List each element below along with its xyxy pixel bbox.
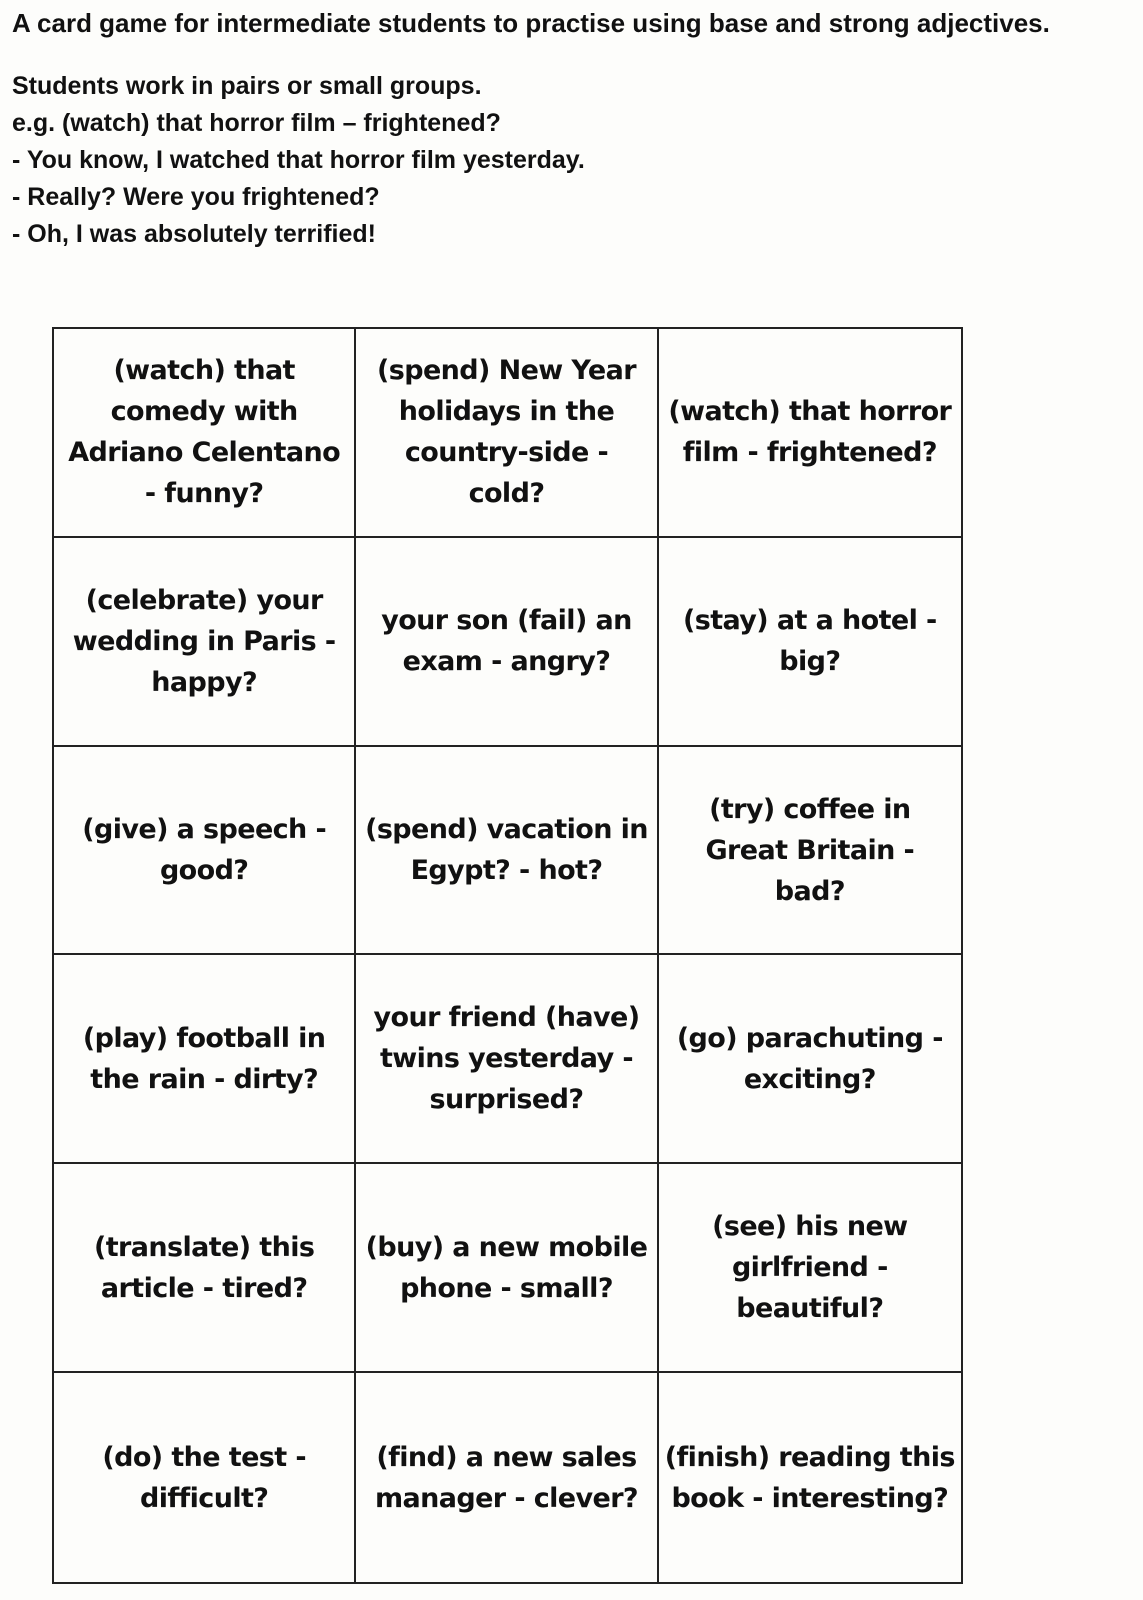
card-line: (watch) that horror: [668, 396, 952, 428]
instructions-block: [12, 68, 912, 253]
card-line: (buy) a new mobile: [365, 1231, 648, 1263]
card-line: comedy with: [110, 396, 298, 428]
card-line: your son (fail) an: [381, 605, 632, 637]
game-card: [659, 538, 961, 747]
game-card: [54, 538, 356, 747]
card-line: bad?: [774, 875, 845, 907]
card-text: [365, 809, 648, 891]
game-card: [356, 329, 658, 538]
card-grid: [52, 327, 963, 1584]
card-text: [374, 997, 640, 1120]
card-line: (see) his new: [712, 1211, 908, 1243]
card-text: [102, 1437, 306, 1519]
card-line: (find) a new sales: [376, 1441, 637, 1473]
card-line: Adriano Celentano: [68, 437, 341, 469]
page-title: A card game for intermediate students to practise using base and strong adjectives.: [12, 8, 1050, 38]
game-card: [659, 747, 961, 956]
game-card: [659, 1164, 961, 1373]
card-line: (stay) at a hotel -: [683, 605, 937, 637]
card-text: [73, 580, 336, 703]
card-text: [677, 1018, 943, 1100]
game-card: [356, 1164, 658, 1373]
card-line: surprised?: [429, 1084, 584, 1116]
card-line: (give) a speech -: [82, 814, 327, 846]
card-line: - funny?: [144, 478, 264, 510]
card-line: Great Britain -: [705, 834, 915, 866]
card-line: manager - clever?: [374, 1482, 638, 1514]
game-card: [356, 538, 658, 747]
card-line: (spend) vacation in: [365, 814, 648, 846]
card-line: film - frightened?: [682, 437, 937, 469]
game-card: [356, 1373, 658, 1582]
card-text: [668, 391, 951, 473]
card-text: [683, 600, 937, 682]
game-card: [54, 955, 356, 1164]
card-text: [366, 1227, 648, 1309]
card-text: [68, 350, 340, 514]
card-line: (spend) New Year: [377, 355, 636, 387]
instruction-line: e.g. (watch) that horror film – frightened?: [12, 109, 501, 137]
card-line: beautiful?: [736, 1293, 884, 1325]
instruction-line: - You know, I watched that horror film yesterday.: [12, 146, 585, 174]
card-line: (go) parachuting -: [676, 1022, 943, 1054]
card-line: article - tired?: [100, 1272, 308, 1304]
card-text: [377, 350, 636, 514]
game-card: [356, 747, 658, 956]
card-line: difficult?: [139, 1482, 269, 1514]
game-card: [356, 955, 658, 1164]
game-card: [659, 955, 961, 1164]
card-line: the rain - dirty?: [90, 1063, 319, 1095]
card-line: your friend (have): [373, 1002, 640, 1034]
card-text: [375, 1437, 638, 1519]
game-card: [659, 1373, 961, 1582]
card-text: [665, 1437, 955, 1519]
card-line: twins yesterday -: [379, 1043, 633, 1075]
game-card: [54, 1373, 356, 1582]
game-card: [659, 329, 961, 538]
card-line: (celebrate) your: [85, 584, 323, 616]
game-card: [54, 1164, 356, 1373]
card-line: phone - small?: [400, 1272, 613, 1304]
card-text: [381, 600, 632, 682]
card-line: big?: [779, 646, 841, 678]
card-text: [94, 1227, 314, 1309]
card-line: good?: [159, 855, 249, 887]
instruction-line: - Oh, I was absolutely terrified!: [12, 220, 376, 248]
card-line: wedding in Paris -: [72, 625, 336, 657]
card-line: (play) football in: [82, 1022, 326, 1054]
card-line: (do) the test -: [102, 1441, 306, 1473]
instruction-line: Students work in pairs or small groups.: [12, 72, 482, 100]
card-line: (watch) that: [113, 355, 295, 387]
card-line: cold?: [468, 478, 545, 510]
card-line: exciting?: [743, 1063, 876, 1095]
card-line: happy?: [151, 666, 258, 698]
card-line: Egypt? - hot?: [410, 855, 603, 887]
card-line: country-side -: [404, 437, 609, 469]
card-line: girlfriend -: [731, 1252, 888, 1284]
card-text: [82, 809, 326, 891]
card-text: [83, 1018, 326, 1100]
card-line: (translate) this: [93, 1231, 315, 1263]
card-line: holidays in the: [398, 396, 615, 428]
game-card: [54, 747, 356, 956]
card-line: book - interesting?: [671, 1482, 949, 1514]
card-line: (try) coffee in: [709, 793, 911, 825]
instruction-line: - Really? Were you frightened?: [12, 183, 380, 211]
card-line: (finish) reading this: [664, 1441, 955, 1473]
card-text: [712, 1206, 907, 1329]
game-card: [54, 329, 356, 538]
card-text: [705, 789, 914, 912]
card-line: exam - angry?: [402, 646, 611, 678]
